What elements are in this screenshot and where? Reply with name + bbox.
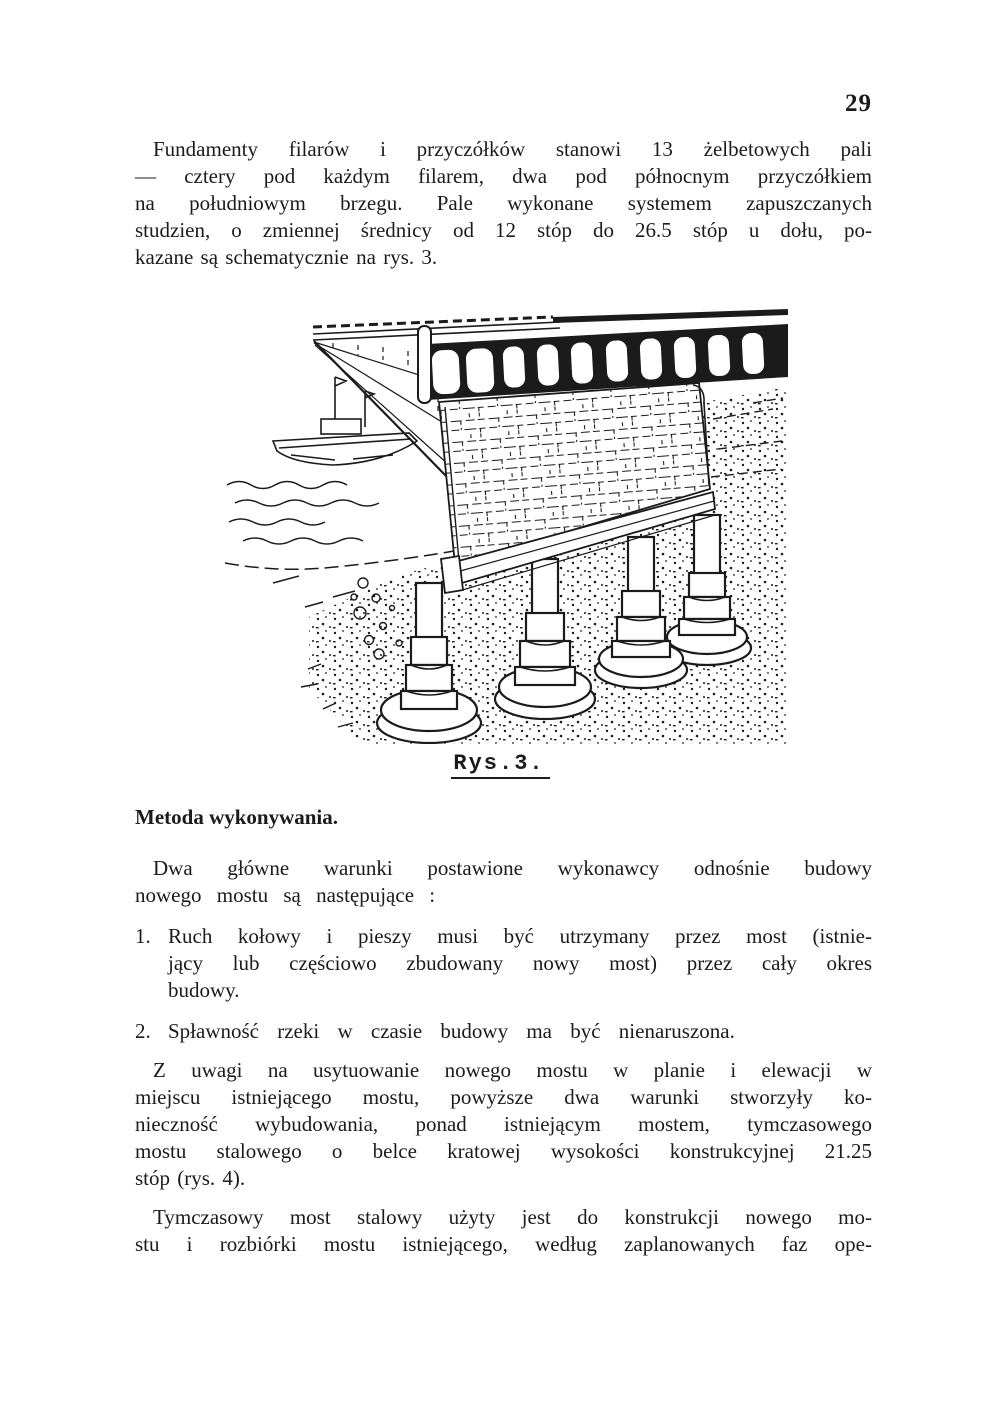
figure-caption [213,750,788,778]
text-line: Tymczasowy most stalowy użyty jest do konstrukcji nowego mo- [153,1205,872,1229]
text-line: nowego mostu są następujące : [135,883,436,907]
text-line: Z uwagi na usytuowanie nowego mostu w planie i elewacji w [153,1058,872,1082]
text-line: — cztery pod każdym filarem, dwa pod północnym przyczółkiem [135,164,872,188]
section-heading: Metoda wykonywania. [135,805,339,829]
intro-paragraph [135,136,872,271]
text-line: Spławność rzeki w czasie budowy ma być nienaruszona. [168,1019,735,1043]
list-item-1-number: 1. [135,924,151,948]
boat [273,377,417,465]
text-line: mostu stalowego o belce kratowej wysokości konstrukcyjnej 21.25 [135,1139,872,1163]
text-line: Dwa główne warunki postawione wykonawcy odnośnie budowy [153,856,872,880]
text-line: Ruch kołowy i pieszy musi być utrzymany przez most (istnie- [168,924,872,948]
page-content [135,136,872,1258]
text-line: Fundamenty filarów i przyczółków stanowi 13 żelbetowych pali [153,137,872,161]
text-line: miejscu istniejącego mostu, powyższe dwa warunki stworzyły ko- [135,1085,872,1109]
paragraph-temporary-bridge [135,1204,872,1258]
list-item-2-number: 2. [135,1019,151,1043]
text-line: budowy. [168,978,240,1002]
paragraph-elevation [135,1057,872,1192]
list-item-2 [135,1018,872,1045]
figure-caption-text: Rys.3. [451,751,549,779]
list-item-2-text [168,1018,872,1045]
page-number: 29 [845,90,872,117]
conditions-intro-paragraph [135,855,872,909]
list-item-1 [135,923,872,1004]
list-item-1-text [168,923,872,1004]
figure [135,307,872,778]
bridge-illustration [213,307,788,744]
text-line: nieczność wybudowania, ponad istniejącym mostem, tymczasowego [135,1112,872,1136]
text-line: stu i rozbiórki mostu istniejącego, według zaplanowanych faz ope- [135,1232,872,1256]
conditions-list [135,923,872,1045]
text-line: jący lub częściowo zbudowany nowy most) przez cały okres [168,951,872,975]
text-line: kazane są schematycznie na rys. 3. [135,245,438,269]
text-line: stóp (rys. 4). [135,1166,246,1190]
text-line: na południowym brzegu. Pale wykonane systemem zapuszczanych [135,191,872,215]
text-line: studzien, o zmiennej średnicy od 12 stóp do 26.5 stóp u dołu, po- [135,218,872,242]
